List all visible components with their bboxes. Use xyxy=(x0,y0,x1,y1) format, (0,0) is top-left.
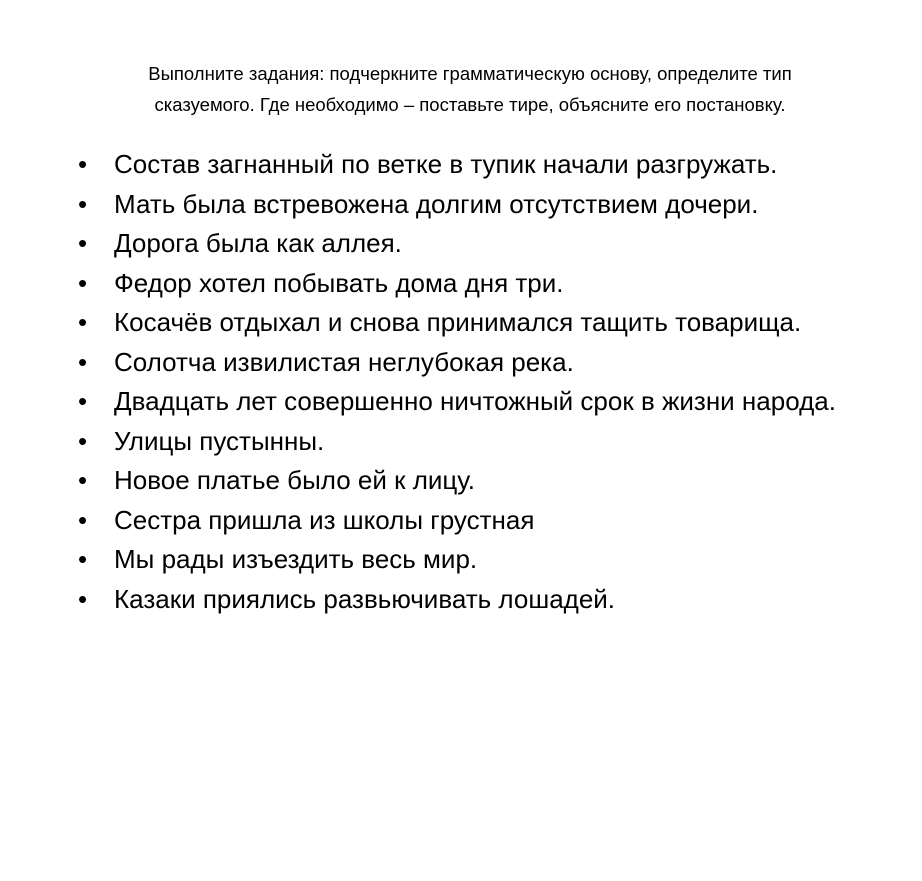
list-item xyxy=(70,264,910,304)
list-item xyxy=(70,224,910,264)
list-item xyxy=(70,382,874,422)
sentence-text: Косачёв отдыхал и снова принимался тащить товарища. xyxy=(114,307,802,337)
list-item xyxy=(70,501,910,541)
list-item xyxy=(70,461,910,501)
sentence-text: Новое платье было ей к лицу. xyxy=(114,465,475,495)
sentence-text: Двадцать лет совершенно ничтожный срок в жизни народа. xyxy=(114,386,836,416)
bullet-icon: • xyxy=(78,465,88,495)
bullet-icon: • xyxy=(78,307,88,337)
list-item xyxy=(70,540,910,580)
sentence-list xyxy=(70,145,910,619)
bullet-icon: • xyxy=(78,346,88,377)
bullet-icon: • xyxy=(78,188,88,219)
list-item xyxy=(70,145,910,185)
bullet-icon: • xyxy=(78,583,88,614)
sentence-text: Солотча извилистая неглубокая река. xyxy=(114,346,574,377)
list-item xyxy=(70,422,910,462)
list-item xyxy=(70,580,910,620)
sentence-text: Сестра пришла из школы грустная xyxy=(114,504,535,535)
instruction-line-2: сказуемого. Где необходимо – поставьте тире, объясните его постановку. xyxy=(154,94,786,115)
sentence-text: Дорога была как аллея. xyxy=(114,228,402,258)
bullet-icon: • xyxy=(78,425,88,456)
list-item xyxy=(70,303,910,343)
bullet-icon: • xyxy=(78,228,88,258)
sentence-text: Мать была встревожена долгим отсутствием дочери. xyxy=(114,188,759,219)
bullet-icon: • xyxy=(78,544,88,574)
bullet-icon: • xyxy=(78,149,88,179)
list-item xyxy=(70,185,910,225)
list-item xyxy=(70,343,910,383)
bullet-icon: • xyxy=(78,267,88,298)
sentence-text: Мы рады изъездить весь мир. xyxy=(114,544,478,574)
sentence-text: Улицы пустынны. xyxy=(114,425,325,456)
bullet-icon: • xyxy=(78,504,88,535)
instruction-line-1: Выполните задания: подчеркните грамматическую основу, определите тип xyxy=(148,63,792,84)
sentence-text: Казаки приялись развьючивать лошадей. xyxy=(114,583,616,614)
sentence-text: Федор хотел побывать дома дня три. xyxy=(114,267,564,298)
instruction-text xyxy=(40,58,900,120)
sentence-text: Состав загнанный по ветке в тупик начали разгружать. xyxy=(114,149,778,179)
bullet-icon: • xyxy=(78,386,88,416)
